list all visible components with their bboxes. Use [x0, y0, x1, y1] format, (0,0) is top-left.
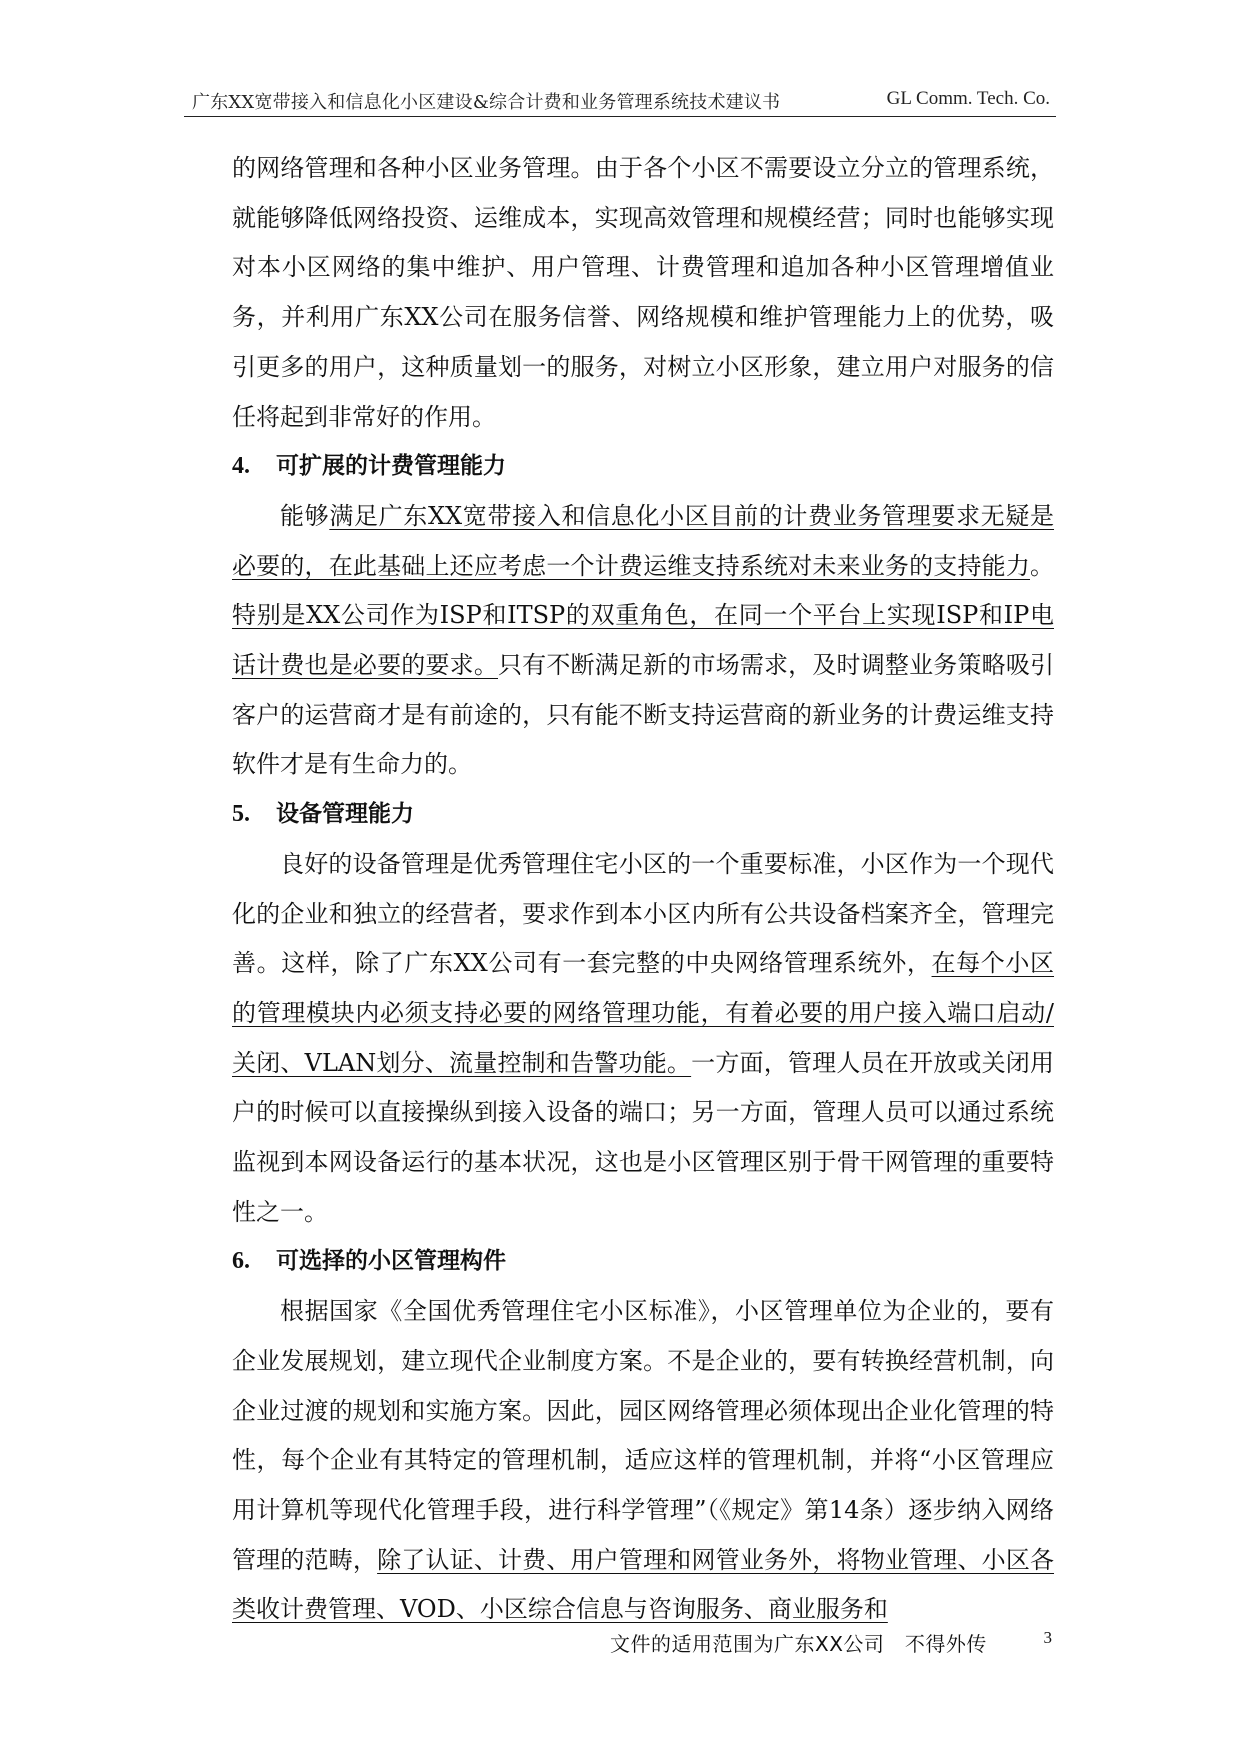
document-body	[232, 144, 1054, 1635]
section-heading-4	[232, 442, 1054, 492]
section-title: 可扩展的计费管理能力	[276, 453, 506, 480]
text-run: 能够	[280, 501, 330, 530]
paragraph-device-management	[232, 840, 1054, 1238]
underlined-text: 在每个小区的管理模块内必须支持必要的网络管理功能，有着必要的用户接入端口启动/关闭、VLAN划分、流量控制和告警功能。	[232, 949, 1055, 1077]
text-run: 良好的设备管理是优秀管理住宅小区的一个重要标准，小区作为一个现代化的企业和独立的经营者，要求作到本小区内所有公共设备档案齐全，管理完善。这样，除了广东XX公司有一套完整的中央网络管理系统外，	[232, 849, 1054, 978]
paragraph-management-components	[232, 1287, 1054, 1635]
section-heading-6	[232, 1237, 1054, 1287]
section-title: 可选择的小区管理构件	[276, 1248, 506, 1275]
text-run: 一方面，管理人员在开放或关闭用户的时候可以直接操纵到接入设备的端口；另一方面，管理人员可以通过系统监视到本网设备运行的基本状况，这也是小区管理区别于骨干网管理的重要特性之一。	[232, 1048, 1054, 1226]
text-run: 只有不断满足新的市场需求，及时调整业务策略吸引客户的运营商才是有前途的，只有能不断支持运营商的新业务的计费运维支持软件才是有生命力的。	[232, 651, 1054, 779]
page-footer	[600, 1628, 1060, 1658]
underlined-text: 满足广东XX宽带接入和信息化小区目前的计费业务管理要求无疑是必要的，在此基础上还应考虑一个计费运维支持系统对未来业务的支持能力	[232, 501, 1055, 580]
paragraph-billing	[232, 492, 1054, 790]
section-number: 4.	[232, 453, 250, 480]
section-heading-5	[232, 790, 1054, 840]
document-title: 广东XX宽带接入和信息化小区建设&综合计费和业务管理系统技术建议书	[192, 92, 781, 113]
section-number: 5.	[232, 801, 250, 828]
section-number: 6.	[232, 1248, 250, 1275]
text-run: 根据国家《全国优秀管理住宅小区标准》，小区管理单位为企业的，要有企业发展规划，建立现代企业制度方案。不是企业的，要有转换经营机制，向企业过渡的规划和实施方案。因此，园区网络管理必须体现出企业化管理的特性，每个企业有其特定的管理机制，适应这样的管理机制，并将“小区管理应用计算机等现代化管理手段，进行科学管理”（《规定》第14条）逐步纳入网络管理的范畴，	[232, 1297, 1054, 1574]
page-number: 3	[1043, 1628, 1052, 1647]
underlined-text: 特别是XX公司作为ISP和ITSP的双重角色，在同一个平台上实现ISP和IP电话计费也是必要的要求。	[232, 601, 1054, 680]
paragraph-continued: 的网络管理和各种小区业务管理。由于各个小区不需要设立分立的管理系统，就能够降低网络投资、运维成本，实现高效管理和规模经营；同时也能够实现对本小区网络的集中维护、用户管理、计费管理和追加各种小区管理增值业务，并利用广东XX公司在服务信誉、网络规模和维护管理能力上的优势，吸引更多的用户，这种质量划一的服务，对树立小区形象，建立用户对服务的信任将起到非常好的作用。	[232, 154, 1054, 431]
underlined-text: 除了认证、计费、用户管理和网管业务外，将物业管理、小区各类收计费管理、VOD、小区综合信息与咨询服务、商业服务和	[232, 1545, 1055, 1624]
company-name: GL Comm. Tech. Co.	[886, 88, 1050, 109]
page-header	[184, 86, 1056, 117]
section-title: 设备管理能力	[276, 801, 414, 828]
text-run: 。	[1030, 551, 1054, 580]
confidentiality-note: 文件的适用范围为广东XX公司 不得外传	[610, 1632, 987, 1656]
